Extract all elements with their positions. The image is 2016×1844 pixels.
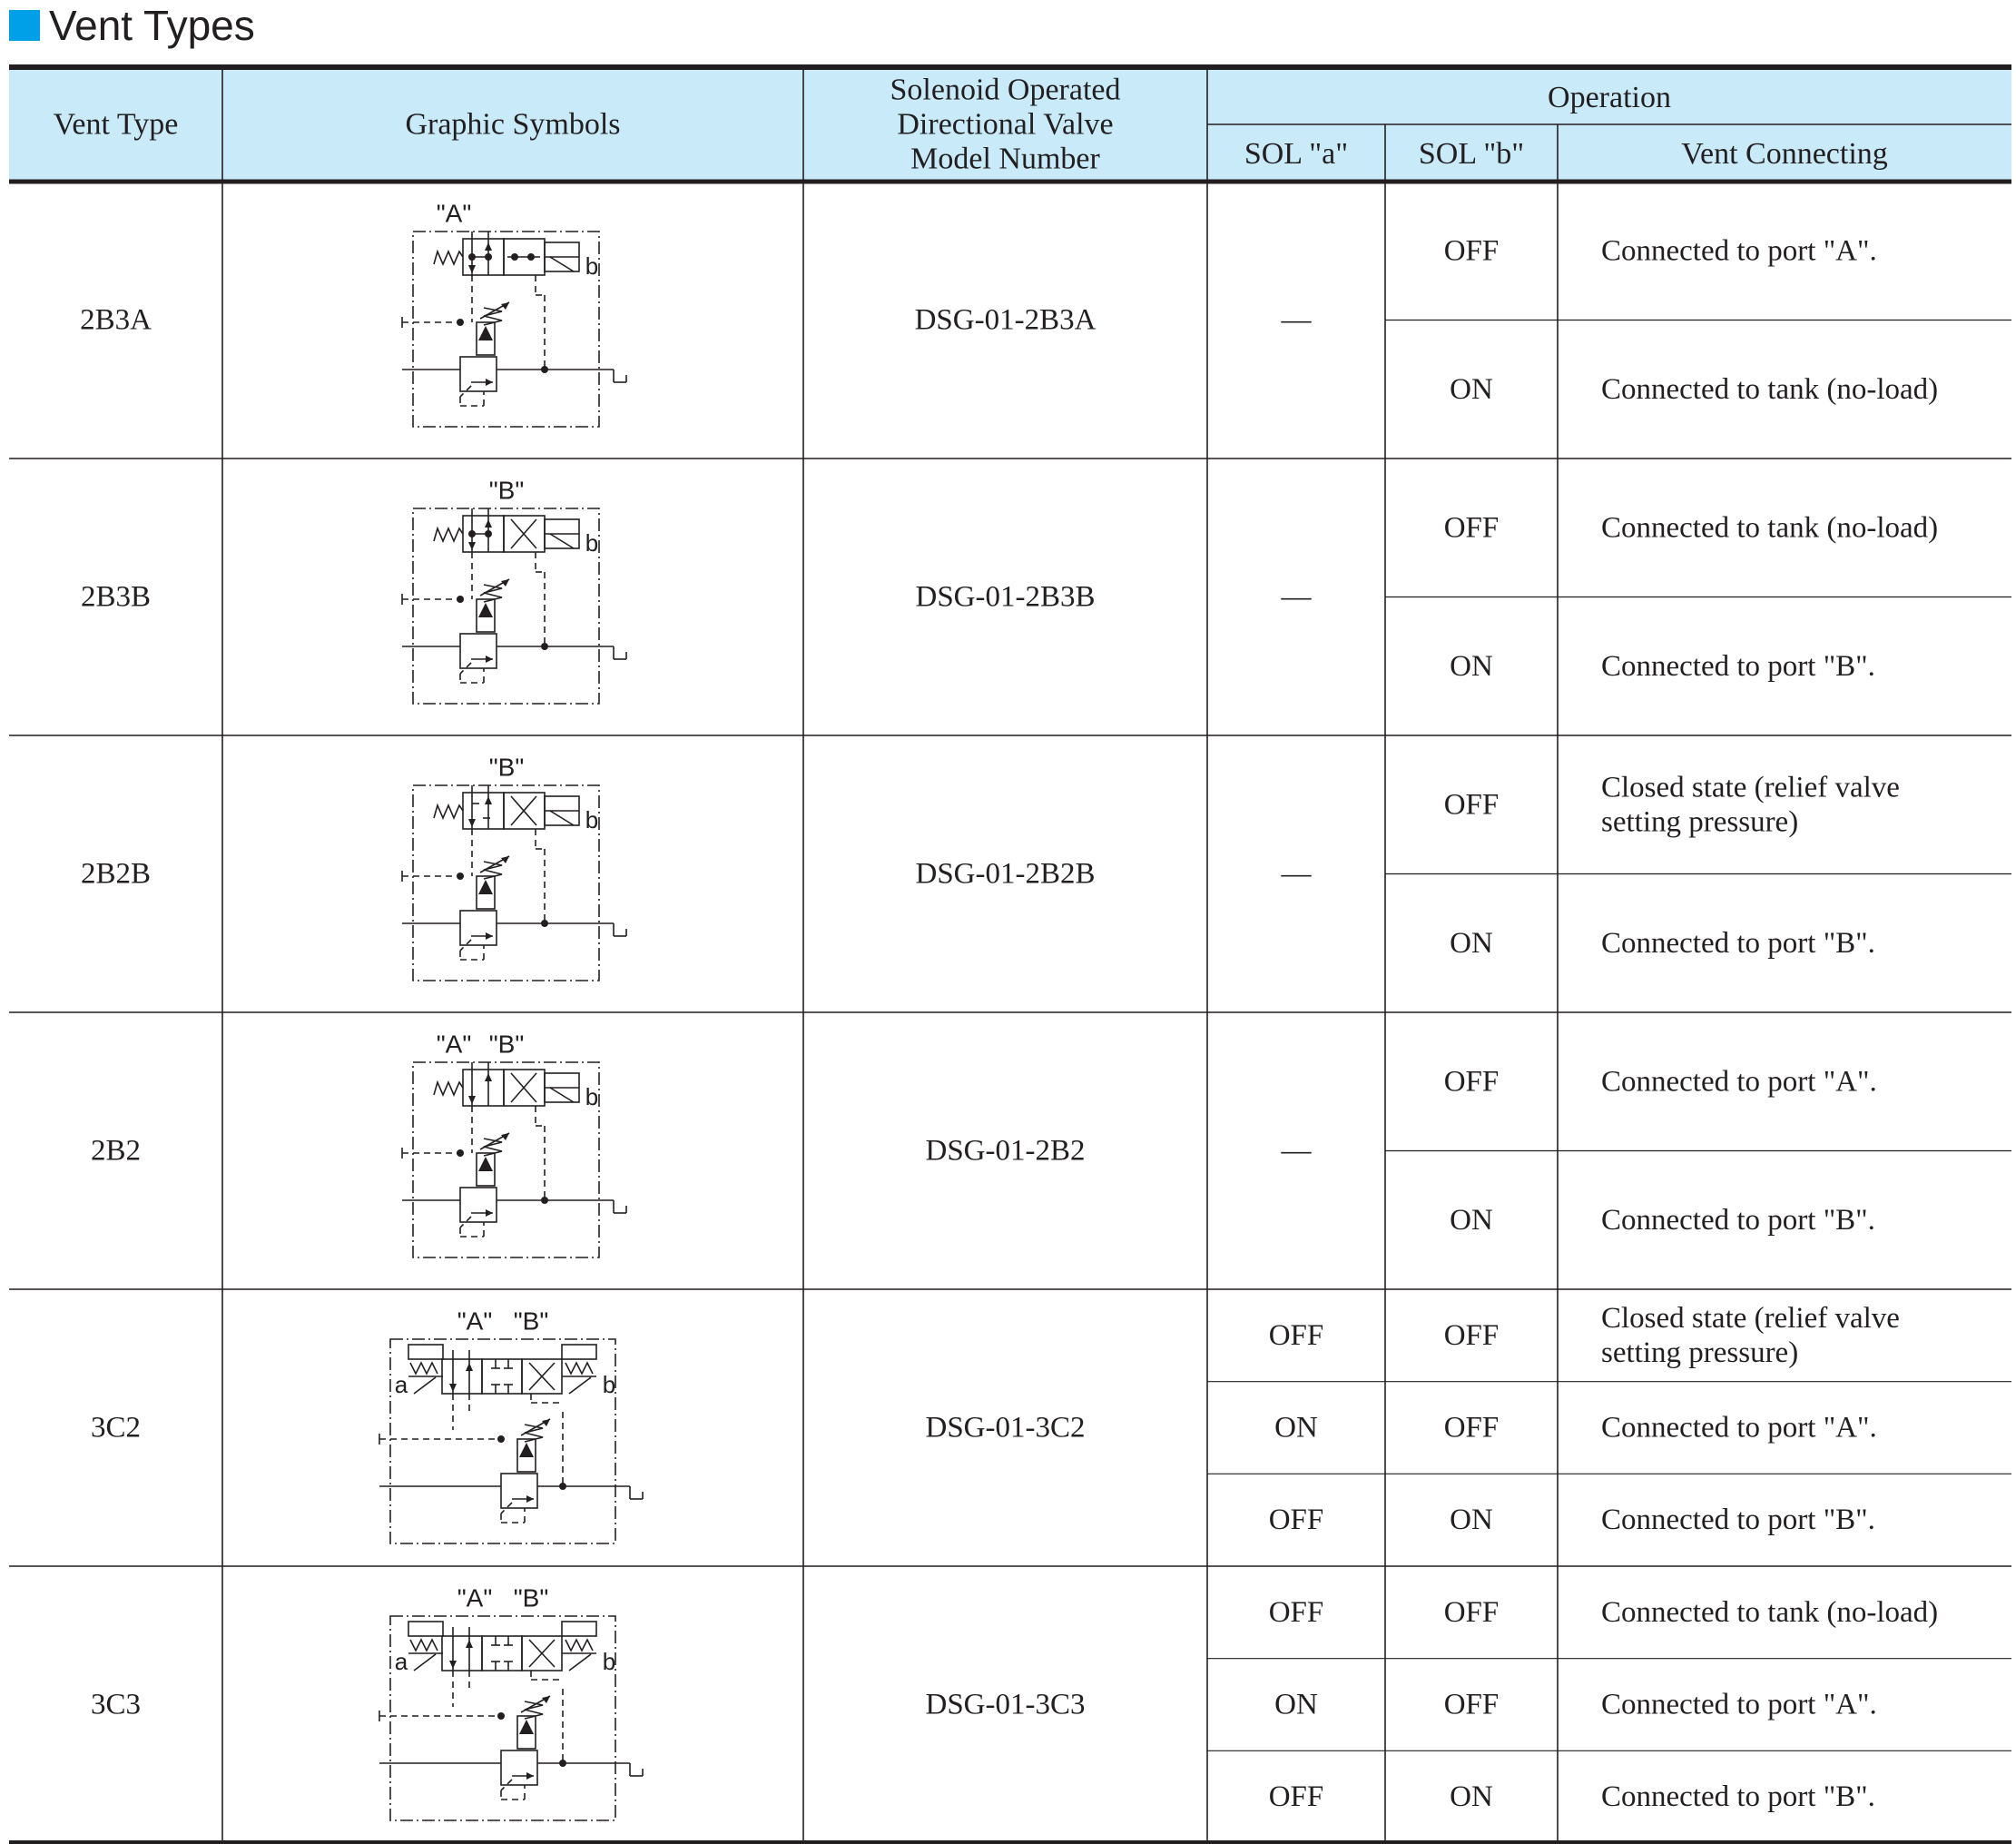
sol-a-cell: — [1281,580,1312,614]
solenoid-label: b [585,806,599,833]
vent-connecting-cell: Connected to port "A". [1601,1411,1877,1445]
sol-a-cell: OFF [1268,1318,1324,1352]
port-label: "A" [436,1030,472,1059]
valve-symbol-icon [402,1030,626,1258]
symbol-line [550,1088,574,1102]
model-number-cell: DSG-01-2B2B [915,857,1096,891]
vent-connecting-cell: Connected to port "B". [1601,649,1875,683]
solenoid-label: b [602,1371,616,1398]
sol-b-cell: ON [1450,1780,1493,1814]
sol-a-cell: OFF [1268,1780,1324,1814]
sol-b-cell: ON [1450,649,1493,683]
header-model-number: Model Number [910,142,1100,176]
solenoid-label: b [585,1083,599,1110]
vent-connecting-cell: Connected to port "B". [1601,926,1875,960]
vent-type-cell: 2B2B [80,857,152,891]
port-label: "A" [436,199,472,228]
header-operation: Operation [1548,81,1671,114]
sol-a-cell: OFF [1268,1595,1324,1629]
solenoid-label: a [394,1371,408,1398]
symbol-line [550,534,574,548]
vent-connecting-cell: Connected to tank (no-load) [1601,1595,1939,1629]
model-number-cell: DSG-01-2B3A [914,303,1097,337]
symbol-line [550,257,574,271]
valve-symbol-icon [402,477,626,705]
valve-symbol-icon [379,1584,643,1821]
vent-type-cell: 2B3A [80,303,152,337]
vent-type-cell: 2B3B [80,580,152,614]
model-number-cell: DSG-01-2B3B [915,580,1096,614]
valve-symbol-icon [379,1307,643,1544]
sol-b-cell: OFF [1443,1688,1500,1721]
symbol-line [414,1377,436,1394]
sol-a-cell: ON [1274,1411,1318,1445]
vent-connecting-cell: Connected to port "A". [1601,234,1877,268]
port-label: "B" [488,1030,525,1059]
valve-symbol-icon [402,754,626,981]
sol-b-cell: ON [1450,372,1493,406]
sol-b-cell: OFF [1443,1595,1500,1629]
sol-b-cell: OFF [1443,1411,1500,1445]
vent-connecting-cell: Connected to port "B". [1601,1780,1875,1814]
header-graphic-symbols: Graphic Symbols [405,107,621,142]
sol-a-cell: — [1281,1134,1312,1168]
vent-connecting-cell: Connected to tank (no-load) [1601,372,1939,406]
header-sol-b: SOL "b" [1418,137,1525,171]
vent-type-cell: 3C2 [90,1411,142,1445]
sol-b-cell: ON [1450,926,1493,960]
model-number-cell: DSG-01-2B2 [925,1134,1086,1168]
solenoid-label: b [585,529,599,557]
vent-connecting-cell: Connected to port "A". [1601,1688,1877,1721]
port-label: "B" [513,1583,549,1612]
valve-symbol-icon [402,200,626,428]
port-label: "B" [488,476,525,505]
symbol-line [414,1654,436,1671]
sol-b-cell: ON [1450,1504,1493,1537]
vent-type-cell: 2B2 [90,1134,142,1168]
vent-connecting-cell: Closed state (relief valve [1601,771,1900,804]
sol-a-cell: OFF [1268,1504,1324,1537]
vent-connecting-cell: Connected to tank (no-load) [1601,511,1939,545]
header-model-number: Solenoid Operated [890,73,1121,107]
solenoid-label: b [602,1648,616,1675]
port-label: "A" [457,1307,493,1336]
header-model-number: Directional Valve [897,107,1114,142]
port-label: "B" [513,1307,549,1336]
symbol-line [569,1654,591,1671]
model-number-cell: DSG-01-3C3 [925,1688,1086,1721]
port-label: "B" [488,753,525,782]
page-title-text: Vent Types [49,2,255,49]
sol-a-cell: ON [1274,1688,1318,1721]
vent-connecting-cell: setting pressure) [1601,1336,1799,1369]
header-vent-connecting: Vent Connecting [1681,137,1888,171]
solenoid-label: a [394,1648,408,1675]
sol-b-cell: OFF [1443,788,1500,822]
sol-b-cell: OFF [1443,234,1500,268]
sol-b-cell: OFF [1443,1318,1500,1352]
vent-connecting-cell: Connected to port "A". [1601,1065,1877,1099]
vent-connecting-cell: Connected to port "B". [1601,1504,1875,1537]
header-sol-a: SOL "a" [1244,137,1349,171]
sol-a-cell: — [1281,857,1312,891]
sol-a-cell: — [1281,303,1312,337]
vent-connecting-cell: Connected to port "B". [1601,1203,1875,1237]
header-vent-type: Vent Type [53,107,179,142]
vent-connecting-cell: Closed state (relief valve [1601,1301,1900,1335]
vent-connecting-cell: setting pressure) [1601,805,1799,839]
solenoid-label: b [585,252,599,280]
sol-b-cell: OFF [1443,1065,1500,1099]
sol-b-cell: OFF [1443,511,1500,545]
port-label: "A" [457,1583,493,1612]
sol-b-cell: ON [1450,1203,1493,1237]
symbol-line [569,1377,591,1394]
vent-type-cell: 3C3 [90,1688,142,1721]
symbol-line [550,811,574,825]
model-number-cell: DSG-01-3C2 [925,1411,1086,1445]
